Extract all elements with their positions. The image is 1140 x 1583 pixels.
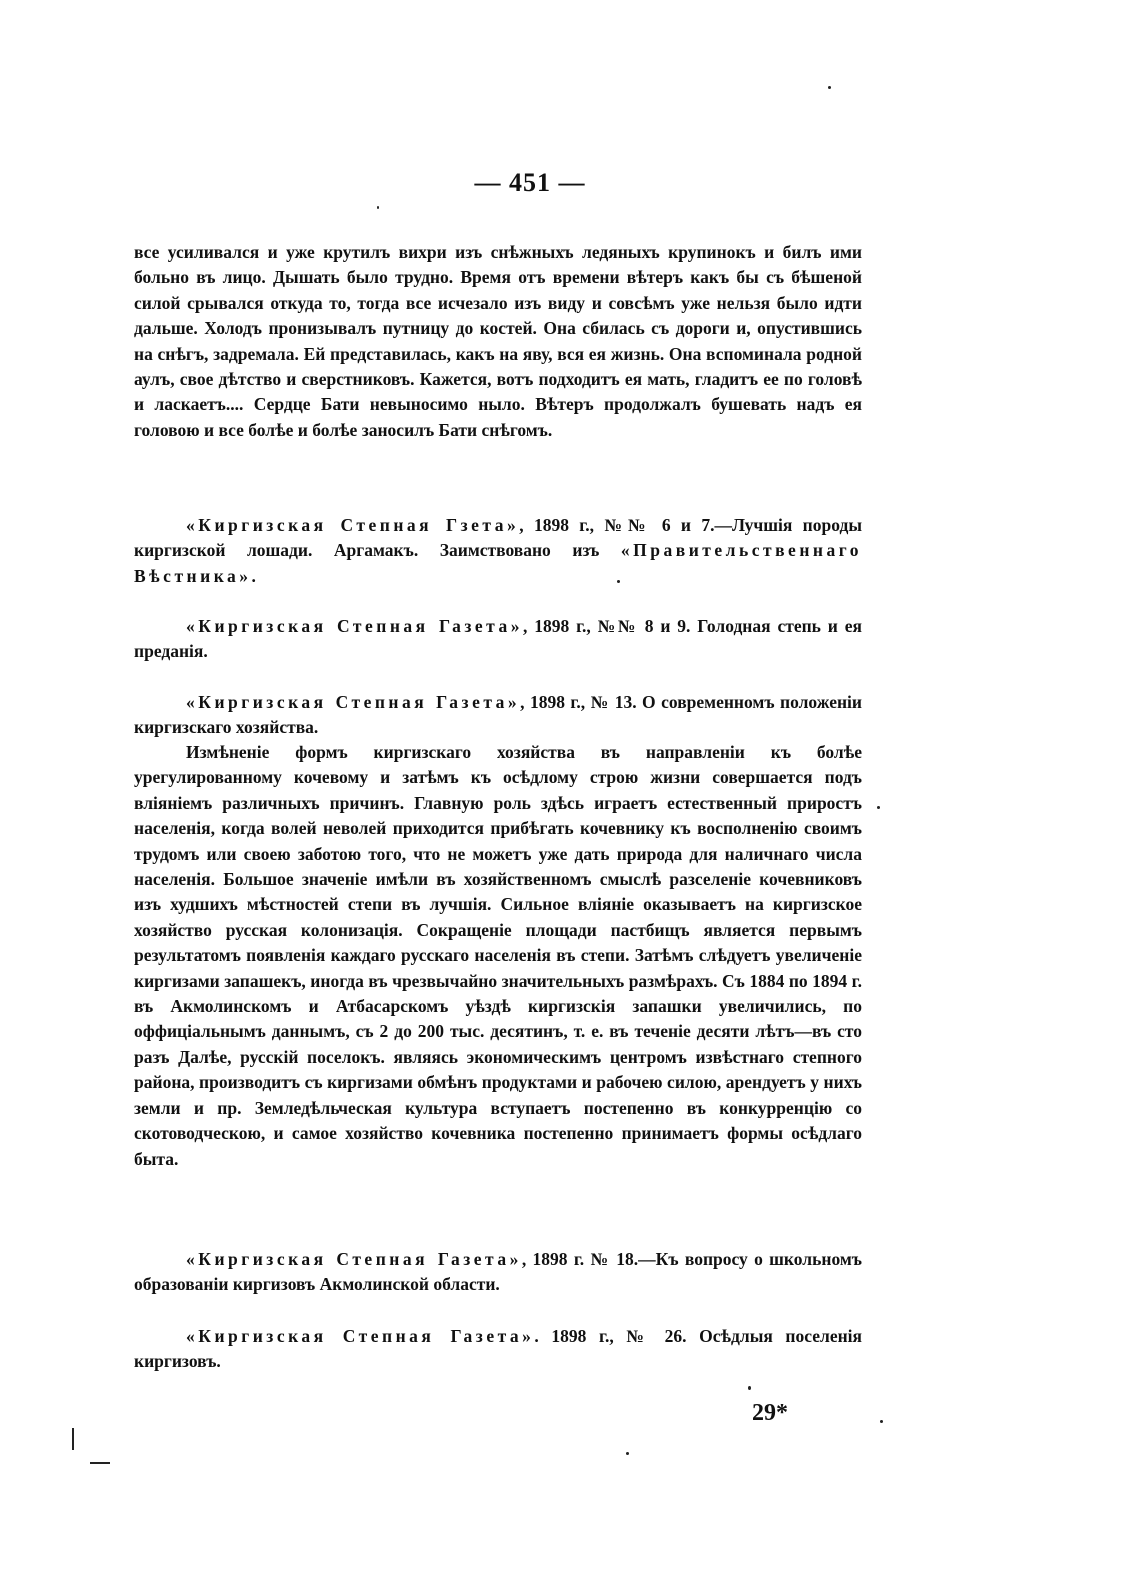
citation-text: , 1898 г., №№ 8 и 9. Голодная степь и ея преданія. — [134, 616, 862, 662]
citation-entry-13 — [134, 690, 862, 741]
page-number: — 451 — — [474, 168, 586, 197]
paragraph-economy-summary — [134, 740, 862, 1172]
scan-speck — [377, 206, 379, 209]
citation-text: . 1898 г., № 26. Осѣдлыя поселенія киргизовъ. — [134, 1326, 862, 1372]
newspaper-title: «Киргизская Степная Газета» — [186, 1326, 535, 1346]
source-title: «Правительственнаго Вѣстника» — [134, 540, 862, 586]
citation-text: , 1898 г., №№ 6 и 7.—Лучшія породы киргизской лошади. Аргамакъ. Заимствовано изъ — [134, 515, 862, 561]
scan-margin-mark — [90, 1462, 110, 1464]
newspaper-title: «Киргизская Степная Гзета» — [186, 515, 520, 535]
scan-speck — [828, 86, 831, 89]
newspaper-title: «Киргизская Степная Газета» — [186, 1249, 522, 1269]
citation-text: , 1898 г. № 18.—Къ вопросу о школьномъ образованіи киргизовъ Акмолинской области. — [134, 1249, 862, 1295]
citation-text: , 1898 г., № 13. О современномъ положеніи киргизскаго хозяйства. — [134, 692, 862, 738]
scan-speck — [880, 1420, 883, 1423]
scan-speck — [748, 1386, 751, 1390]
newspaper-title: «Киргизская Степная Газета» — [186, 692, 521, 712]
scan-speck — [877, 806, 880, 809]
citation-entry-6-7 — [134, 513, 862, 589]
scan-speck — [626, 1452, 629, 1455]
signature-mark: 29* — [752, 1400, 788, 1426]
citation-tail: . — [251, 565, 256, 586]
scan-speck — [617, 580, 620, 583]
citation-entry-26 — [134, 1324, 862, 1375]
paragraph-text: Измѣненіе формъ киргизскаго хозяйства въ направленіи къ болѣе урегулированному кочевому и затѣмъ къ осѣдлому строю жизни совершается подъ вліяніемъ различныхъ причинъ. Главную роль здѣсь играетъ естественный приростъ населенія, когда волей неволей приходится прибѣгать кочевнику къ восполненію своимъ трудомъ или своею заботою того, что не можетъ уже дать природа для наличнаго числа населенія. Большое значеніе имѣли въ хозяйственномъ смыслѣ разселеніе кочевниковъ изъ худшихъ мѣстностей степи въ лучшія. Сильное вліяніе оказываетъ на киргизское хозяйство русская колонизація. Сокращеніе площади пастбищъ является первымъ результатомъ появленія каждаго русскаго населенія въ степи. Затѣмъ слѣдуетъ увеличеніе киргизами запашекъ, иногда въ чрезвычайно значительныхъ размѣрахъ. Съ 1884 по 1894 г. въ Акмолинскомъ и Атбасарскомъ уѣздѣ киргизскія запашки увеличились, по оффиціальнымъ даннымъ, съ 2 до 200 тыс. десятинъ, т. е. въ теченіе десяти лѣтъ—въ сто разъ Далѣе, русскій поселокъ. являясь экономическимъ центромъ извѣстнаго степного района, производитъ съ киргизами обмѣнъ продуктами и рабочею силою, арендуетъ у нихъ земли и пр. Земледѣльческая культура вступаетъ постепенно въ конкурренцію со скотоводческою, и самое хозяйство кочевника постепенно принимаетъ формы осѣдлаго быта. — [134, 742, 862, 1169]
newspaper-title: «Киргизская Степная Газета» — [186, 616, 523, 636]
paragraph-text: все усиливался и уже крутилъ вихри изъ снѣжныхъ ледяныхъ крупинокъ и билъ ими больно въ лицо. Дышать было трудно. Время отъ времени вѣтеръ какъ бы съ бѣшеной силой срывался откуда то, тогда все исчезало изъ виду и совсѣмъ уже нельзя было идти дальше. Холодъ пронизывалъ путницу до костей. Она сбилась съ дороги и, опустившись на снѣгъ, задремала. Ей представилась, какъ на яву, вся ея жизнь. Она вспоминала родной аулъ, свое дѣтство и сверстниковъ. Кажется, вотъ подходитъ ея мать, гладитъ ее по головѣ и ласкаетъ.... Сердце Бати невыносимо ныло. Вѣтеръ продолжалъ бушевать надъ ея головою и все болѣе и болѣе заносилъ Бати снѣгомъ. — [134, 242, 862, 440]
scan-margin-mark — [72, 1428, 74, 1450]
citation-entry-18 — [134, 1247, 862, 1298]
citation-entry-8-9 — [134, 614, 862, 665]
paragraph-story-continuation — [134, 240, 862, 443]
